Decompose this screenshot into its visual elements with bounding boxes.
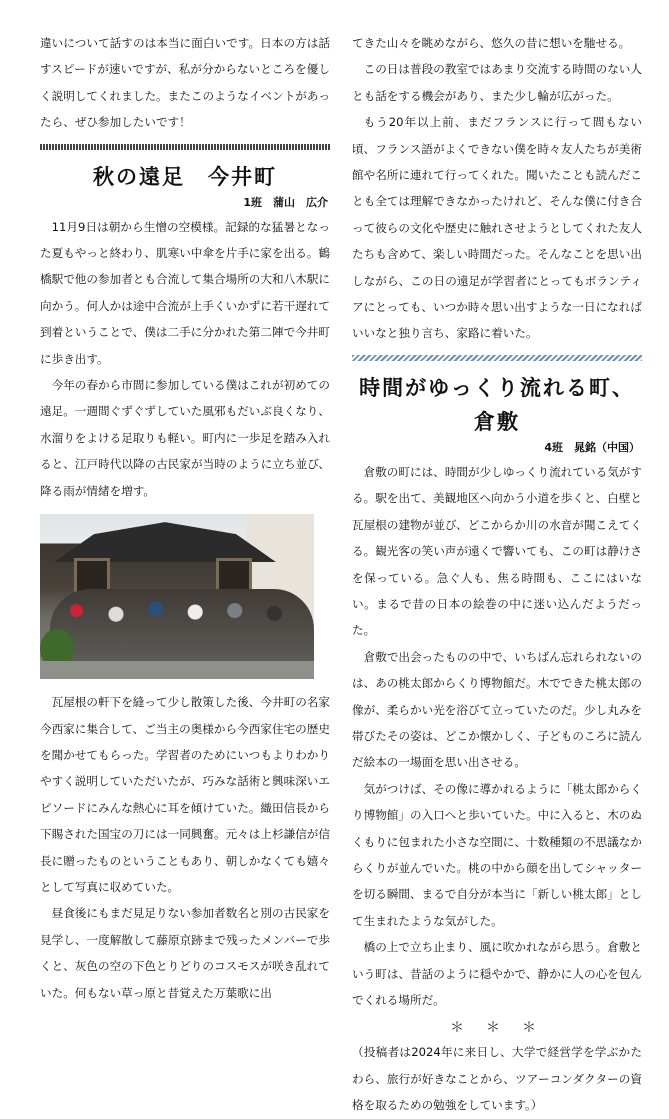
continued-paragraph: この日は普段の教室ではあまり交流する時間のない人とも話をする機会があり、また少し輪が広がった。 [352,62,642,103]
right-column [352,30,642,1119]
article-byline: 1班 蒲山 広介 [243,195,328,209]
photo-group-of-people [50,589,314,661]
group-photo [40,514,314,679]
article-paragraph: 昼食後にもまだ見足りない参加者数名と別の古民家を見学し、一度解散して藤原京跡まで残ったメンバーで歩くと、灰色の空の下色とりどりのコスモスが咲き乱れていた。何もない草っ原と昔覚えた万葉歌に出 [40,906,330,1000]
article-paragraph: 今年の春から市間に参加している僕はこれが初めての遠足。一週間ぐずぐずしていた風邪もだいぶ良くなり、水溜りをよける足取りも軽い。町内に一歩足を踏み入れると、江戸時代以降の古民家が当時のように立ち並び、降る雨が情緒を増す。 [40,378,330,498]
left-column [40,30,330,1006]
article-paragraph: 倉敷で出会ったものの中で、いちばん忘れられないのは、あの桃太郎からくり博物館だ。木でできた桃太郎の像が、柔らかい光を浴びて立っていたのだ。少し丸みを帯びたその姿は、どこか懐かしく、子どものころに読んだ絵本の一場面を思い出させる。 [352,649,642,770]
section-divider [40,144,330,150]
article-paragraph: 橋の上で立ち止まり、風に吹かれながら思う。倉敷という町は、昔話のように穏やかで、静かに人の心を包んでくれる場所だ。 [352,940,642,1007]
article-paragraph: 瓦屋根の軒下を縫って少し散策した後、今井町の名家今西家に集合して、ご当主の奥様から今西家住宅の歴史を聞かせてもらった。学習者のためにいつもよりわかりやすく説明していただいたが、巧みな話術と興味深いエピソードにみんな熱心に耳を傾けていた。織田信長から下賜された国宝の刀には一同興奮。元々は上杉謙信が信長に贈ったものということもあり、朝しかなくても嬉々として写真に収めていた。 [40,695,330,894]
article-paragraph: 気がつけば、その像に導かれるように「桃太郎からくり博物館」の入口へと歩いていた。中に入ると、木のぬくもりに包まれた小さな空間に、十数種類の不思議なからくりが並んでいた。桃の中から顔を出してシャッターを切る瞬間、まるで自分が本当に「新しい桃太郎」として生まれたような気がした。 [352,781,642,928]
photo-ground [40,661,314,679]
article-title-autumn-excursion: 秋の遠足 今井町 [93,164,277,189]
article-byline: 4班 晁銘（中国） [544,440,640,454]
section-divider [352,355,642,361]
author-note: （投稿者は2024年に来日し、大学で経営学を学ぶかたわら、旅行が好きなことから、ツアーコンダクターの資格を取るための勉強をしています。） [352,1045,642,1113]
article-paragraph: 11月9日は朝から生憎の空模様。記録的な猛暑となった夏もやっと終わり、肌寒い中傘を片手に家を出る。鶴橋駅で他の参加者とも合流して集合場所の大和八木駅に向かう。何人かは途中合流が上手くいかずに若干遅れて到着ということで、僕は二手に分かれた第二陣で今井町に歩き出す。 [40,219,330,366]
continued-paragraph: もう20年以上前、まだフランスに行って間もない頃、フランス語がよくできない僕を時々友人たちが美術館や名所に連れて行ってくれた。聞いたことも読んだことも全ては理解できなかったけれど、そんな僕に付き合って彼らの文化や歴史に触れさせようとしてくれた友人たちも含めて、楽しい時間だった。そんなことを思い出しながら、この日の遠足が学習者にとってもボランティアにとっても、いつか時々思い出すような一日になればいいなと独り言ち、家路に着いた。 [352,115,642,341]
continued-paragraph: てきた山々を眺めながら、悠久の昔に想いを馳せる。 [352,36,631,50]
article-title-kurashiki: 時間がゆっくり流れる町、倉敷 [359,375,635,434]
photo-temple-roof [54,522,276,562]
article-paragraph: 倉敷の町には、時間が少しゆっくり流れている気がする。駅を出て、美観地区へ向かう小道を歩くと、白壁と瓦屋根の建物が並び、どこからか川の水音が聞こえてくる。観光客の笑い声が遠くで響いても、この町は静けさを保っている。急ぐ人も、焦る時間も、ここにはいない。まるで昔の日本の絵巻の中に迷い込んだようだった。 [352,464,642,638]
intro-paragraph: 違いについて話すのは本当に面白いです。日本の方は話すスピードが速いですが、私が分からないところを優しく説明してくれました。またこのようなイベントがあったら、ぜひ参加したいです！ [40,36,330,130]
section-stars: ＊＊＊ [450,1020,558,1037]
